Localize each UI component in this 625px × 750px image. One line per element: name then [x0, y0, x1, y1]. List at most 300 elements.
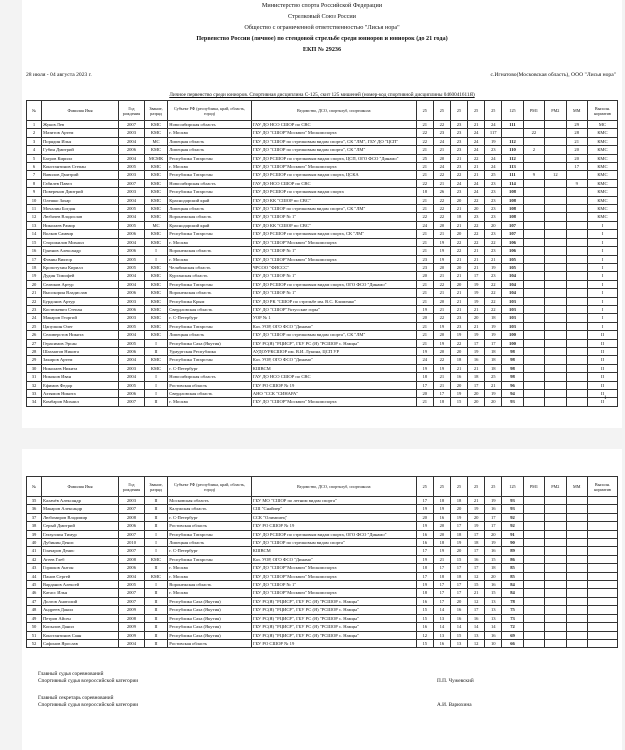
cell-mm: [566, 205, 587, 213]
cell-total: 112: [502, 137, 523, 145]
cell-mm: [566, 639, 587, 647]
col-series-3: 25: [450, 477, 467, 497]
cell-place: 40: [27, 539, 42, 547]
cell-region: Республика Саха (Якутия): [168, 623, 252, 631]
cell-year: 2005: [119, 221, 145, 229]
cell-name: Николаев Рамир: [41, 221, 118, 229]
cell-s4: 17: [468, 272, 485, 280]
cell-s5: 21: [485, 381, 502, 389]
cell-rank: I: [144, 255, 168, 263]
cell-s1: 20: [416, 513, 433, 521]
cell-year: 2004: [119, 213, 145, 221]
cell-fulfilled: II: [587, 356, 617, 364]
cell-mm: [566, 213, 587, 221]
cell-name: Грязнов Александр: [41, 247, 118, 255]
cell-year: 2004: [119, 272, 145, 280]
cell-pm1: [523, 589, 544, 597]
table-row: [27, 179, 618, 187]
cell-mm: 20: [566, 154, 587, 162]
cell-mm: [566, 196, 587, 204]
table-row: [27, 373, 618, 381]
cell-rank: КМС: [144, 205, 168, 213]
cell-s1: 16: [416, 530, 433, 538]
cell-s5: 24: [485, 121, 502, 129]
cell-s4: 22: [468, 196, 485, 204]
cell-s5: 22: [485, 289, 502, 297]
cell-rank: I: [144, 530, 168, 538]
cell-mm: 28: [566, 129, 587, 137]
cell-rank: КМС: [144, 272, 168, 280]
cell-fulfilled: I: [587, 230, 617, 238]
cell-s1: 21: [416, 289, 433, 297]
cell-pm2: [545, 163, 566, 171]
cell-rank: КМС: [144, 238, 168, 246]
cell-s2: 20: [433, 263, 450, 271]
cell-place: 9: [27, 188, 42, 196]
cell-region: г. Москва: [168, 564, 252, 572]
cell-pm2: [545, 263, 566, 271]
cell-fulfilled: [587, 555, 617, 563]
cell-s5: 22: [485, 238, 502, 246]
cell-org: ГБУ РС(Я) "РЦИСР", ГБУ РС (Я) "РСШОР с. Намцы": [251, 339, 416, 347]
cell-name: Агеев Глеб: [41, 555, 118, 563]
cell-pm2: [545, 381, 566, 389]
cell-org: ГБУ РС(Я) "РЦИСР", ГБУ РС (Я) "РСШОР с. Намцы": [251, 597, 416, 605]
cell-org: ГБУ ДО РК "СШОР по стрельбе им. В.С. Клименко": [251, 297, 416, 305]
cell-region: Воронежская область: [168, 289, 252, 297]
cell-fulfilled: [587, 547, 617, 555]
cell-mm: [566, 314, 587, 322]
cell-place: 5: [27, 154, 42, 162]
cell-s2: 21: [433, 289, 450, 297]
cell-s2: 21: [433, 305, 450, 313]
cell-s1: 25: [416, 154, 433, 162]
cell-s3: 18: [450, 497, 467, 505]
cell-org: ГБУ ДО "СШОР"Москвич" Москомспорта: [251, 129, 416, 137]
cell-s4: 17: [468, 530, 485, 538]
cell-pm2: [545, 339, 566, 347]
cell-mm: 9: [566, 179, 587, 187]
cell-fulfilled: I: [587, 280, 617, 288]
col-series-4: 25: [468, 101, 485, 121]
cell-rank: II: [144, 639, 168, 647]
cell-s1: 21: [416, 196, 433, 204]
cell-s2: 24: [433, 137, 450, 145]
cell-rank: КМС: [144, 356, 168, 364]
cell-org: ГАУ ДО НСО СШОР по СВС: [251, 373, 416, 381]
cell-s4: 21: [468, 121, 485, 129]
cell-s3: 18: [450, 530, 467, 538]
cell-pm1: [523, 322, 544, 330]
results-body-continued: [27, 497, 618, 648]
col-region: Субъект РФ (республика, край, область, город): [168, 477, 252, 497]
cell-pm1: [523, 213, 544, 221]
cell-s1: 16: [416, 623, 433, 631]
cell-org: ГБУ РО СШОР № 19: [251, 381, 416, 389]
cell-place: 29: [27, 356, 42, 364]
cell-mm: 21: [566, 137, 587, 145]
cell-org: ГБУ ДО "СШОР по стрелковым видам спорта", СК "ЛМ": [251, 331, 416, 339]
cell-place: 7: [27, 171, 42, 179]
cell-s4: 21: [468, 589, 485, 597]
cell-year: 2005: [119, 263, 145, 271]
cell-name: Любачев Владислав: [41, 213, 118, 221]
col-series-1: 25: [416, 477, 433, 497]
cell-s5: 16: [485, 631, 502, 639]
col-pm1: РМ1: [523, 101, 544, 121]
table-row: [27, 398, 618, 406]
cell-total: 84: [502, 589, 523, 597]
cell-s3: 24: [450, 179, 467, 187]
cell-pm2: [545, 297, 566, 305]
cell-org: ГБУ РС(Я) "РЦИСР", ГБУ РС (Я) "РСШОР с. Намцы": [251, 631, 416, 639]
cell-pm2: [545, 356, 566, 364]
table-row: [27, 196, 618, 204]
cell-rank: КМС: [144, 314, 168, 322]
cell-pm2: [545, 564, 566, 572]
col-rank: Звание, разряд: [144, 477, 168, 497]
cell-org: ГБУ РО СШОР № 19: [251, 522, 416, 530]
cell-region: Курганская область: [168, 272, 252, 280]
cell-fulfilled: КМС: [587, 171, 617, 179]
cell-name: Макаров Александр: [41, 505, 118, 513]
cell-year: 2004: [119, 331, 145, 339]
table-row: [27, 171, 618, 179]
cell-s3: 21: [450, 205, 467, 213]
cell-place: 35: [27, 497, 42, 505]
cell-s3: 23: [450, 137, 467, 145]
cell-mm: [566, 247, 587, 255]
table-row: [27, 347, 618, 355]
competition-place: с.Игнатово(Московская область), ООО "Лисья нора": [490, 72, 616, 78]
cell-org: ГБУ ДО "СШОР"Москвич" Москомспорта: [251, 255, 416, 263]
cell-total: 103: [502, 305, 523, 313]
cell-region: Республика Татарстан: [168, 188, 252, 196]
cell-pm2: [545, 205, 566, 213]
cell-s4: 21: [468, 171, 485, 179]
cell-mm: [566, 497, 587, 505]
cell-rank: КМС: [144, 364, 168, 372]
cell-year: 2003: [119, 314, 145, 322]
cell-region: г. Москва: [168, 398, 252, 406]
results-body: [27, 121, 618, 407]
cell-place: 13: [27, 221, 42, 229]
cell-year: 2004: [119, 639, 145, 647]
cell-total: 90: [502, 539, 523, 547]
cell-rank: КМС: [144, 196, 168, 204]
cell-s2: 23: [433, 129, 450, 137]
cell-pm2: [545, 390, 566, 398]
cell-s2: 22: [433, 280, 450, 288]
cell-mm: [566, 555, 587, 563]
cell-org: ГБУ ДО РСШОР по стрелковым видам спорта, ЦСП, ОГО ФСО "Динамо": [251, 154, 416, 162]
col-name: Фамилия Имя: [41, 101, 118, 121]
col-total: 125: [502, 101, 523, 121]
cell-total: 114: [502, 179, 523, 187]
cell-region: Липецкая область: [168, 146, 252, 154]
table-row: [27, 381, 618, 389]
table-row: [27, 255, 618, 263]
cell-fulfilled: I: [587, 305, 617, 313]
cell-pm1: [523, 247, 544, 255]
cell-place: 18: [27, 263, 42, 271]
cell-place: 15: [27, 238, 42, 246]
cell-s1: 19: [416, 305, 433, 313]
cell-pm2: [545, 572, 566, 580]
cell-s3: 19: [450, 539, 467, 547]
cell-s3: 21: [450, 221, 467, 229]
cell-name: Поверенов Дмитрий: [41, 188, 118, 196]
cell-s5: 23: [485, 146, 502, 154]
cell-name: Цапулкин Олег: [41, 322, 118, 330]
cell-s3: 20: [450, 347, 467, 355]
chief-judge-name: П.П. Чужевский: [437, 678, 474, 684]
cell-name: Андреев Данил: [41, 606, 118, 614]
cell-s4: 18: [468, 539, 485, 547]
cell-place: 41: [27, 547, 42, 555]
cell-rank: I: [144, 547, 168, 555]
cell-year: 2006: [119, 289, 145, 297]
cell-fulfilled: I: [587, 238, 617, 246]
cell-total: 108: [502, 196, 523, 204]
cell-place: 43: [27, 564, 42, 572]
cell-total: 93: [502, 398, 523, 406]
cell-s2: 19: [433, 255, 450, 263]
cell-s4: 15: [468, 581, 485, 589]
cell-s3: 18: [450, 572, 467, 580]
cell-s5: 20: [485, 572, 502, 580]
cell-s2: 22: [433, 205, 450, 213]
cell-region: Республика Крым: [168, 297, 252, 305]
cell-s3: 22: [450, 238, 467, 246]
cell-mm: [566, 171, 587, 179]
cell-mm: [566, 263, 587, 271]
cell-place: 21: [27, 289, 42, 297]
cell-s2: 21: [433, 272, 450, 280]
cell-region: Республика Саха (Якутия): [168, 606, 252, 614]
cell-year: 2004: [119, 196, 145, 204]
cell-place: 22: [27, 297, 42, 305]
cell-total: 108: [502, 213, 523, 221]
cell-place: 12: [27, 213, 42, 221]
cell-pm2: [545, 179, 566, 187]
col-series-5: 25: [485, 477, 502, 497]
cell-s5: 23: [485, 188, 502, 196]
cell-total: 108: [502, 188, 523, 196]
cell-s3: 20: [450, 597, 467, 605]
cell-fulfilled: I: [587, 221, 617, 229]
cell-pm2: [545, 280, 566, 288]
cell-pm2: [545, 398, 566, 406]
col-series-2: 25: [433, 477, 450, 497]
cell-org: ГБУ РС(Я) "РЦИСР", ГБУ РС (Я) "РСШОР с. Намцы": [251, 614, 416, 622]
cell-rank: I: [144, 339, 168, 347]
cell-year: 2006: [119, 230, 145, 238]
cell-pm1: [523, 339, 544, 347]
cell-total: 100: [502, 331, 523, 339]
cell-place: 33: [27, 390, 42, 398]
cell-s1: 21: [416, 238, 433, 246]
cell-name: Фомин Виктор: [41, 255, 118, 263]
col-region: Субъект РФ (республика, край, область, город): [168, 101, 252, 121]
cell-s1: 20: [416, 314, 433, 322]
cell-s1: 19: [416, 522, 433, 530]
cell-s1: 19: [416, 364, 433, 372]
cell-name: Костюкевич Степан: [41, 305, 118, 313]
cell-mm: [566, 614, 587, 622]
cell-year: 2004: [119, 154, 145, 162]
cell-place: 2: [27, 129, 42, 137]
cell-org: ГБУ ДО КК "СШОР по СВС": [251, 196, 416, 204]
cell-pm2: [545, 497, 566, 505]
cell-place: 14: [27, 230, 42, 238]
union-line: Стрелковый Союз России: [288, 13, 356, 20]
cell-total: 106: [502, 238, 523, 246]
cell-fulfilled: [587, 539, 617, 547]
competition-dates: 28 июля - 04 августа 2023 г.: [26, 72, 92, 78]
table-row: [27, 129, 618, 137]
cell-s1: 20: [416, 390, 433, 398]
cell-name: Высокорин Владислав: [41, 289, 118, 297]
cell-s5: 16: [485, 505, 502, 513]
cell-mm: [566, 347, 587, 355]
cell-year: 2003: [119, 364, 145, 372]
cell-place: 32: [27, 381, 42, 389]
cell-mm: [566, 364, 587, 372]
cell-region: г. Москва: [168, 238, 252, 246]
cell-total: 85: [502, 564, 523, 572]
cell-s1: 21: [416, 205, 433, 213]
cell-org: Каз. УОР, ОГО ФСО "Динамо": [251, 322, 416, 330]
cell-org: АНО "ССК "СИНАРА": [251, 390, 416, 398]
cell-rank: I: [144, 373, 168, 381]
cell-pm1: [523, 555, 544, 563]
cell-s4: 21: [468, 255, 485, 263]
cell-total: 110: [502, 146, 523, 154]
cell-total: 112: [502, 154, 523, 162]
cell-year: 2005: [119, 581, 145, 589]
cell-org: СШ "Снайпер": [251, 505, 416, 513]
cell-s2: 22: [433, 171, 450, 179]
cell-name: Закиров Артем: [41, 356, 118, 364]
table-row: [27, 137, 618, 145]
cell-s2: 22: [433, 356, 450, 364]
cell-s3: 13: [450, 639, 467, 647]
cell-pm2: [545, 639, 566, 647]
cell-s4: 19: [468, 331, 485, 339]
cell-total: 86: [502, 555, 523, 563]
cell-rank: КМС: [144, 555, 168, 563]
cell-s4: 23: [468, 213, 485, 221]
cell-mm: [566, 398, 587, 406]
cell-s4: 20: [468, 205, 485, 213]
cell-fulfilled: I: [587, 322, 617, 330]
cell-year: 2008: [119, 614, 145, 622]
cell-name: Сафонов Ярослав: [41, 639, 118, 647]
cell-pm1: [523, 597, 544, 605]
cell-fulfilled: I: [587, 247, 617, 255]
col-year: Год рождения: [119, 477, 145, 497]
cell-s1: 21: [416, 146, 433, 154]
cell-rank: I: [144, 390, 168, 398]
cell-year: 2006: [119, 390, 145, 398]
cell-org: Каз. УОР, ОГО ФСО "Динамо": [251, 356, 416, 364]
cell-year: 2006: [119, 564, 145, 572]
cell-s2: 22: [433, 314, 450, 322]
cell-s5: 18: [485, 347, 502, 355]
cell-s3: 20: [450, 381, 467, 389]
cell-mm: [566, 522, 587, 530]
cell-s1: 18: [416, 589, 433, 597]
cell-s4: 20: [468, 390, 485, 398]
cell-year: 2006: [119, 146, 145, 154]
cell-mm: [566, 623, 587, 631]
cell-s3: 16: [450, 373, 467, 381]
cell-s2: 18: [433, 572, 450, 580]
cell-s1: 15: [416, 614, 433, 622]
cell-s2: 20: [433, 331, 450, 339]
cell-s4: 14: [468, 623, 485, 631]
cell-s3: 18: [450, 213, 467, 221]
cell-org: КШВСМ: [251, 547, 416, 555]
cell-rank: II: [144, 398, 168, 406]
cell-year: 2009: [119, 631, 145, 639]
cell-mm: [566, 513, 587, 521]
col-mm: ММ: [566, 101, 587, 121]
table-row: [27, 623, 618, 631]
cell-name: Комбаров Михаил: [41, 398, 118, 406]
table-row: [27, 297, 618, 305]
col-series-4: 25: [468, 477, 485, 497]
cell-s3: 23: [450, 314, 467, 322]
cell-total: 72: [502, 623, 523, 631]
cell-s1: 21: [416, 280, 433, 288]
cell-s1: 19: [416, 581, 433, 589]
cell-pm2: [545, 196, 566, 204]
cell-fulfilled: [587, 623, 617, 631]
cell-pm1: [523, 390, 544, 398]
cell-total: 98: [502, 364, 523, 372]
cell-year: 2004: [119, 280, 145, 288]
cell-pm2: [545, 614, 566, 622]
table-row: [27, 230, 618, 238]
cell-s5: 18: [485, 564, 502, 572]
cell-place: 28: [27, 347, 42, 355]
table-row: [27, 547, 618, 555]
cell-pm1: [523, 581, 544, 589]
cell-s3: 15: [450, 398, 467, 406]
cell-place: 38: [27, 522, 42, 530]
cell-s2: 19: [433, 364, 450, 372]
cell-name: Порядин Илья: [41, 137, 118, 145]
table-row: [27, 505, 618, 513]
table-row: [27, 639, 618, 647]
cell-name: Константинов Степан: [41, 163, 118, 171]
cell-rank: КМС: [144, 230, 168, 238]
cell-region: Липецкая область: [168, 137, 252, 145]
cell-mm: [566, 597, 587, 605]
cell-region: Воронежская область: [168, 581, 252, 589]
cell-region: Воронежская область: [168, 247, 252, 255]
cell-region: Республика Татарстан: [168, 356, 252, 364]
cell-pm2: [545, 289, 566, 297]
cell-s3: 17: [450, 581, 467, 589]
col-fulfilled: Выполн. норматив: [587, 101, 617, 121]
cell-s5: 23: [485, 213, 502, 221]
cell-place: 4: [27, 146, 42, 154]
cell-mm: [566, 305, 587, 313]
cell-s3: 21: [450, 364, 467, 372]
